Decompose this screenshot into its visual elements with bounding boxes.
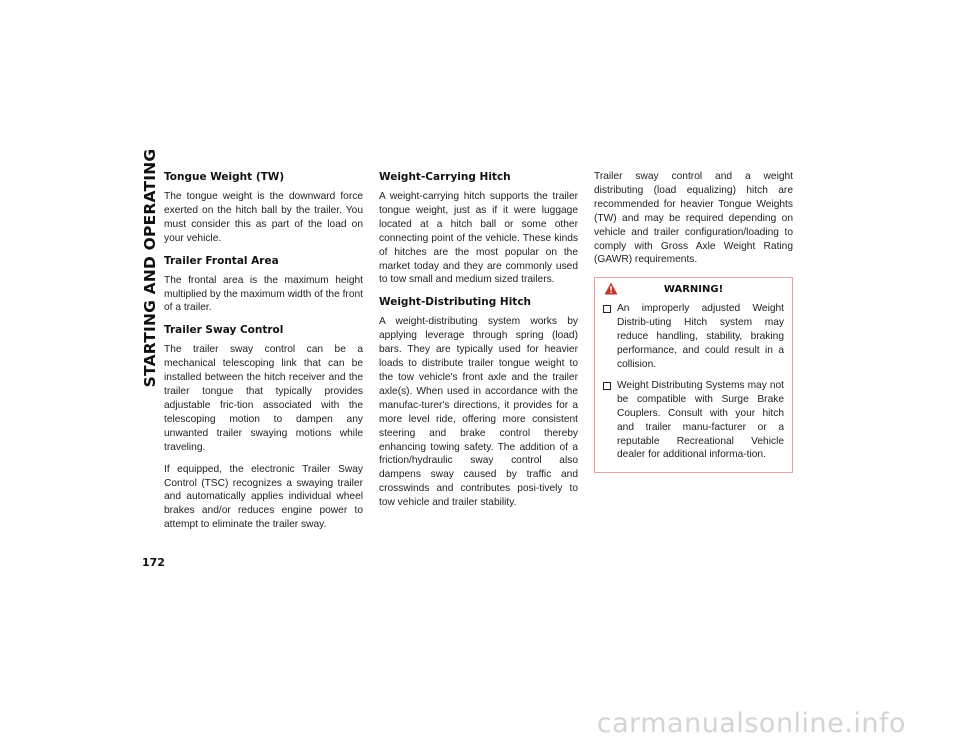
page-number: 172 (142, 556, 165, 569)
column-middle (379, 170, 578, 518)
warning-triangle-icon (604, 282, 618, 295)
column-left (164, 170, 363, 540)
section-side-tab (141, 148, 159, 388)
warning-box (594, 277, 793, 473)
paragraph-tongue-weight: The tongue weight is the downward force exerted on the hitch ball by the trailer. You must consider this as part of the load on your vehicle. (164, 191, 363, 244)
warning-item (603, 379, 784, 462)
heading-weight-carrying-hitch: Weight-Carrying Hitch (379, 171, 511, 183)
column-right (594, 170, 793, 473)
warning-header (595, 278, 792, 302)
square-bullet-icon (603, 305, 611, 313)
warning-item (603, 302, 784, 372)
paragraph-weight-carrying-hitch: A weight-carrying hitch supports the trailer tongue weight, just as if it were luggage located at a hitch ball or some other connecting point of the vehicle. These kinds of hitches are the most popular on the market today and they are commonly used to tow small and medium sized trailers. (379, 191, 578, 286)
heading-trailer-frontal-area: Trailer Frontal Area (164, 254, 279, 267)
paragraph-trailer-sway-control: The trailer sway control can be a mechanical telescoping link that can be installed between the hitch receiver and the trailer tongue that typically provides adjustable fric-tion associated with the telescoping motion to dampen any unwanted trailer swaying motions while traveling. (164, 344, 363, 453)
watermark-logo: carmanualsonline.info (596, 708, 906, 739)
warning-list (595, 302, 792, 462)
paragraph-sway-recommendation: Trailer sway control and a weight distributing (load equalizing) hitch are recommended for heavier Tongue Weights (TW) and may be required depending on vehicle and trailer configuration/loading to comply with Gross Axle Weight Rating (GAWR) requirements. (594, 171, 793, 266)
warning-title: WARNING! (663, 284, 724, 296)
paragraph-weight-distributing-hitch: A weight-distributing system works by applying leverage through spring (load) bars. They are typically used for heavier loads to distribute trailer tongue weight to the tow vehicle's front axle and the trailer axle(s). When used in accordance with the manufac-turer's directions, it provides for a more level ride, offering more consistent steering and brake control thereby enhancing towing safety. The addition of a friction/hydraulic sway control also dampens sway caused by traffic and crosswinds and contributes posi-tively to tow vehicle and trailer stability. (379, 316, 578, 509)
heading-tongue-weight: Tongue Weight (TW) (164, 171, 285, 183)
paragraph-tsc: If equipped, the electronic Trailer Sway Control (TSC) recognizes a swaying trailer and automatically applies individual wheel brakes and/or reduces engine power to attempt to eliminate the trailer sway. (164, 463, 363, 531)
paragraph-trailer-frontal-area: The frontal area is the maximum height multiplied by the maximum width of the front of a trailer. (164, 274, 363, 314)
warning-item-text: An improperly adjusted Weight Distrib-uting Hitch system may reduce handling, stability, braking performance, and could result in a collision. (617, 303, 784, 370)
warning-item-text: Weight Distributing Systems may not be compatible with Surge Brake Couplers. Consult with your hitch and trailer manu-facturer or a reputable Recreational Vehicle dealer for additional informa-tion. (617, 379, 784, 461)
heading-trailer-sway-control: Trailer Sway Control (164, 324, 284, 337)
square-bullet-icon (603, 382, 611, 390)
heading-weight-distributing-hitch: Weight-Distributing Hitch (379, 296, 532, 309)
section-title: STARTING AND OPERATING (141, 148, 159, 388)
